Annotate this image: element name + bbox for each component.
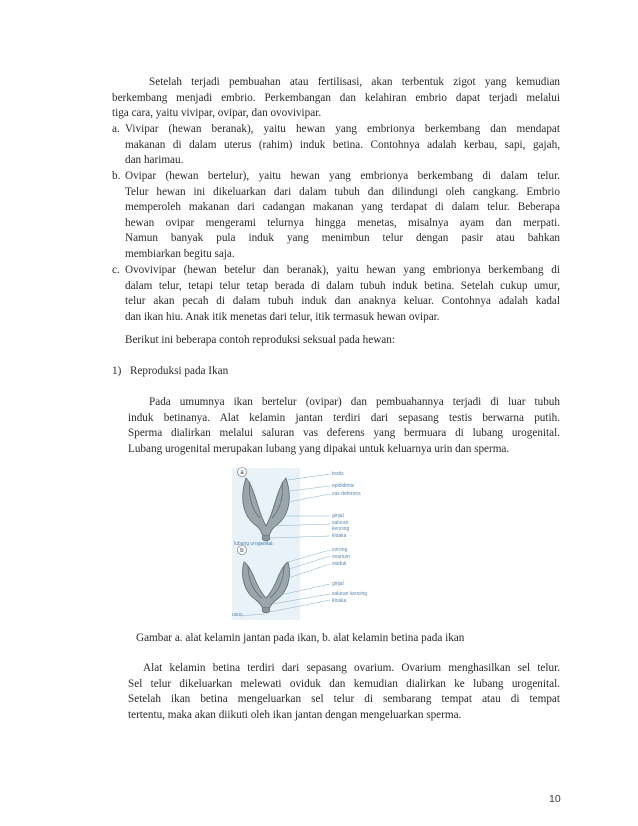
section-paragraph xyxy=(128,395,560,457)
figure-label-oviduk: oviduk xyxy=(332,561,347,567)
figure-label-saluran-kencing-b: saluran kencing xyxy=(332,591,368,597)
list-line: hewan ovipar mengerami telurnya hingga menetas, misalnya ayam dan merpati. xyxy=(125,216,560,229)
figure-caption: Gambar a. alat kelamin jantan pada ikan, b. alat kelamin betina pada ikan xyxy=(136,632,465,644)
figure-label-ovarium: ovarium xyxy=(332,554,350,560)
list-line: dan ikan hiu. Anak itik menetas dari telur, itik termasuk hewan ovipar. xyxy=(125,310,440,323)
section-marker: 1) xyxy=(112,365,122,377)
intro-line: berkembang menjadi embrio. Perkembangan dan kelahiran embrio dapat terjadi melalui xyxy=(112,91,560,104)
figure-label-epididimis: epididimis xyxy=(332,483,355,489)
page-number: 10 xyxy=(549,793,561,805)
fish-reproductive-organs-figure xyxy=(230,466,422,622)
closing-line: Setelah ikan betina mengeluarkan sel telur di sembarang tempat atau di tempat xyxy=(128,693,560,706)
section-title: Reproduksi pada Ikan xyxy=(130,365,229,377)
section-line: Sperma dialirkan melalui saluran vas deferens yang bermuara di lubang urogenital. xyxy=(128,427,560,440)
figure-label-kloaka-b: kloaka xyxy=(332,598,347,604)
list-line: telur akan pecah di dalam tubuh induk dan anaknya keluar. Contohnya adalah kadal xyxy=(125,295,560,308)
list-line: Ovipar (hewan bertelur), yaitu hewan yang embrionya berkembang di dalam telur. xyxy=(125,170,560,182)
figure-label-corong: corong xyxy=(332,547,348,553)
intro-line: Setelah terjadi pembuahan atau fertilisasi, akan terbentuk zigot yang kemudian xyxy=(149,76,560,88)
list-line: Telur hewan ini dikeluarkan dari dalam tubuh dan dilindungi oleh cangkang. Embrio xyxy=(125,185,560,198)
closing-line: Alat kelamin betina terdiri dari sepasang ovarium. Ovarium menghasilkan sel telur. xyxy=(143,662,560,674)
figure-panel-b-label: b xyxy=(240,548,244,554)
list-line: Namun banyak pula induk yang menimbun telur dengan pasir atau bahkan xyxy=(125,232,560,245)
figure-label-kencing-a: kencing xyxy=(332,526,350,532)
section-line: Lubang urogenital merupakan lubang yang dipakai untuk keluarnya urin dan sperma. xyxy=(128,442,510,455)
list-line: Vivipar (hewan beranak), yaitu hewan yang embrionya berkembang dan mendapat xyxy=(125,123,560,135)
section-line: Pada umumnya ikan bertelur (ovipar) dan pembuahannya terjadi di luar tubuh xyxy=(149,396,560,408)
intro-line: tiga cara, yaitu vivipar, ovipar, dan ovovivipar. xyxy=(112,107,322,120)
section-line: induk betinanya. Alat kelamin jantan terdiri dari sepasang testis berwarna putih. xyxy=(128,411,560,424)
list-marker-c: c. xyxy=(112,264,120,276)
list-line: memperoleh makanan dari cadangan makanan yang terdapat di dalam telur. Beberapa xyxy=(125,201,560,214)
intro-paragraph xyxy=(112,75,560,122)
figure-label-ginjal-a: ginjal xyxy=(332,513,344,519)
closing-line: Sel telur dikeluarkan melewati oviduk dan kemudian dialirkan ke lubang urogenital. xyxy=(128,677,560,690)
list-line: dan harimau. xyxy=(125,154,184,167)
figure-label-ginjal-b: ginjal xyxy=(332,581,344,587)
list-marker-b: b. xyxy=(112,170,121,182)
figure-label-vas-deferens: vas deferens xyxy=(332,491,361,497)
list-item-ovipar xyxy=(125,169,560,263)
figure-label-saluran-a: saluran xyxy=(332,520,349,526)
figure-label-lubang-urogenital: lubang urogenital xyxy=(234,541,273,547)
list-item-vivipar xyxy=(125,122,560,169)
list-line: dalam telur, tetapi telur tetap berada di dalam tubuh induk betina. Setelah cukup umur, xyxy=(125,279,560,292)
list-line: Ovovivipar (hewan betelur dan beranak), yaitu hewan yang embrionya berkembang di xyxy=(125,264,560,276)
list-line: makanan di dalam uterus (rahim) induk betina. Contohnya adalah kerbau, sapi, gajah, xyxy=(125,138,560,151)
figure-panel-a-label: a xyxy=(240,470,244,476)
list-line: membiarkan begitu saja. xyxy=(125,247,235,260)
figure-label-usus: usus xyxy=(232,612,243,618)
closing-paragraph xyxy=(128,661,560,723)
figure-label-testis: testis xyxy=(332,471,344,477)
examples-intro: Berikut ini beberapa contoh reproduksi seksual pada hewan: xyxy=(125,334,395,346)
list-item-ovovivipar xyxy=(125,263,560,325)
figure-label-kloaka-a: kloaka xyxy=(332,533,347,539)
closing-line: tertentu, maka akan diikuti oleh ikan jantan dengan mengeluarkan sperma. xyxy=(128,708,462,721)
list-marker-a: a. xyxy=(112,123,120,135)
